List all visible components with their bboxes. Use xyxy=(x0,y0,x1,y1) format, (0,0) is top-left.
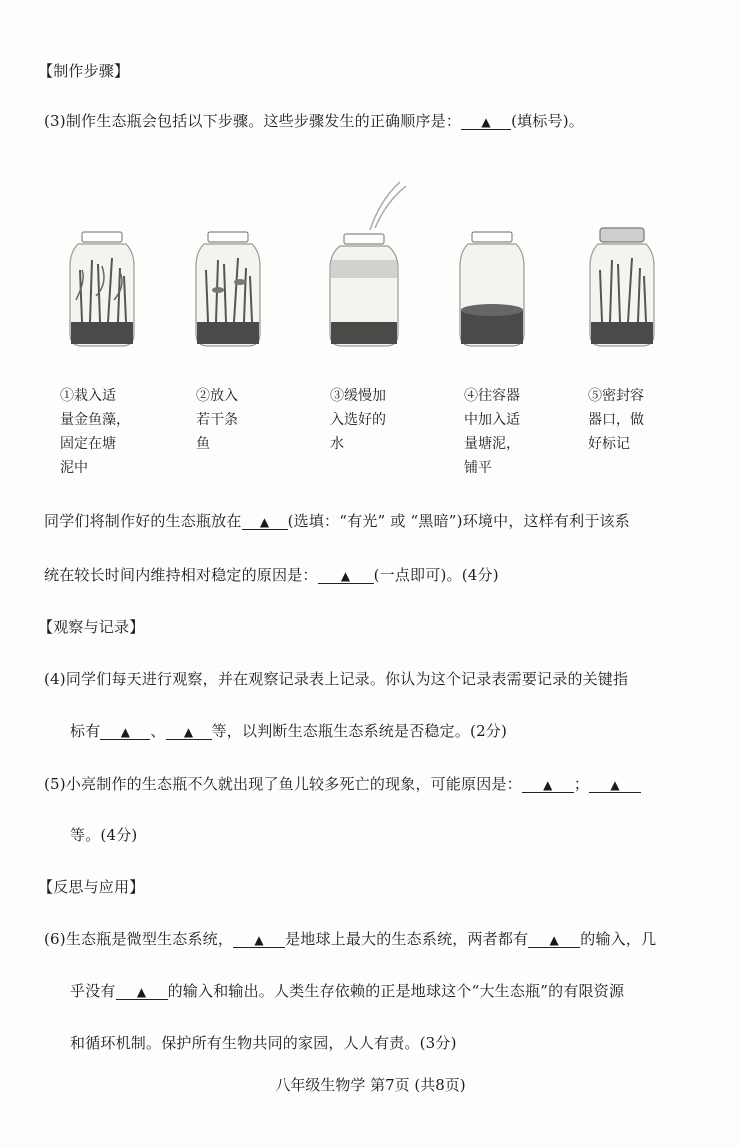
answer-blank[interactable]: ▲ xyxy=(100,725,150,740)
question-6-line-2: 乎没有 ▲ 的输入和输出。人类生存依赖的正是地球这个“大生态瓶”的有限资源 xyxy=(70,982,625,1000)
jar-step-3-image xyxy=(320,170,410,350)
answer-blank[interactable]: ▲ xyxy=(318,569,374,584)
question-4-line-2: 标有 ▲ 、 ▲ 等，以判断生态瓶生态系统是否稳定。(2分) xyxy=(70,722,508,740)
light-question-line-1: 同学们将制作好的生态瓶放在 ▲ (选填：“有光” 或 “黑暗”)环境中，这样有利于该系 xyxy=(44,512,630,530)
question-5-line-2: 等。(4分) xyxy=(70,826,138,844)
section-title-observe: 【观察与记录】 xyxy=(38,618,145,636)
step-4-caption: ④往容器 中加入适 量塘泥， 铺平 xyxy=(464,388,520,476)
question-6-line-3: 和循环机制。保护所有生物共同的家园，人人有责。(3分) xyxy=(70,1034,457,1052)
jar-step-4-image xyxy=(452,230,532,350)
question-5-line-1: (5)小亮制作的生态瓶不久就出现了鱼儿较多死亡的现象，可能原因是： ▲ ； ▲ xyxy=(44,773,641,794)
answer-blank[interactable]: ▲ xyxy=(166,725,212,740)
question-6-line-1: (6)生态瓶是微型生态系统， ▲ 是地球上最大的生态系统，两者都有 ▲ 的输入，几 xyxy=(44,930,657,948)
answer-blank[interactable]: ▲ xyxy=(461,115,511,130)
step-2-caption: ②放入 若干条 鱼 xyxy=(196,388,238,452)
section-title-steps: 【制作步骤】 xyxy=(38,62,130,80)
step-3-caption: ③缓慢加 入选好的 水 xyxy=(330,388,386,452)
step-1-caption: ①栽入适 量金鱼藻， 固定在塘 泥中 xyxy=(60,388,130,476)
answer-blank[interactable]: ▲ xyxy=(242,515,288,530)
q3-suffix: (填标号)。 xyxy=(511,112,584,130)
answer-blank[interactable]: ▲ xyxy=(528,933,580,948)
q3-text: (3)制作生态瓶会包括以下步骤。这些步骤发生的正确顺序是： xyxy=(44,112,462,130)
answer-blank[interactable]: ▲ xyxy=(589,778,641,793)
jar-step-2-image xyxy=(188,230,268,350)
jar-step-5-image xyxy=(582,226,662,350)
step-5-caption: ⑤密封容 器口，做 好标记 xyxy=(588,388,644,452)
section-title-reflect: 【反思与应用】 xyxy=(38,878,145,896)
jar-step-1-image xyxy=(62,230,142,350)
answer-blank[interactable]: ▲ xyxy=(233,933,285,948)
light-question-line-2: 统在较长时间内维持相对稳定的原因是： ▲ (一点即可)。(4分) xyxy=(44,566,499,584)
question-3 xyxy=(44,110,584,131)
answer-blank[interactable]: ▲ xyxy=(116,985,168,1000)
question-4-line-1: (4)同学们每天进行观察，并在观察记录表上记录。你认为这个记录表需要记录的关键指 xyxy=(44,670,629,688)
page-footer: 八年级生物学 第7页 (共8页) xyxy=(275,1076,466,1094)
answer-blank[interactable]: ▲ xyxy=(522,778,574,793)
